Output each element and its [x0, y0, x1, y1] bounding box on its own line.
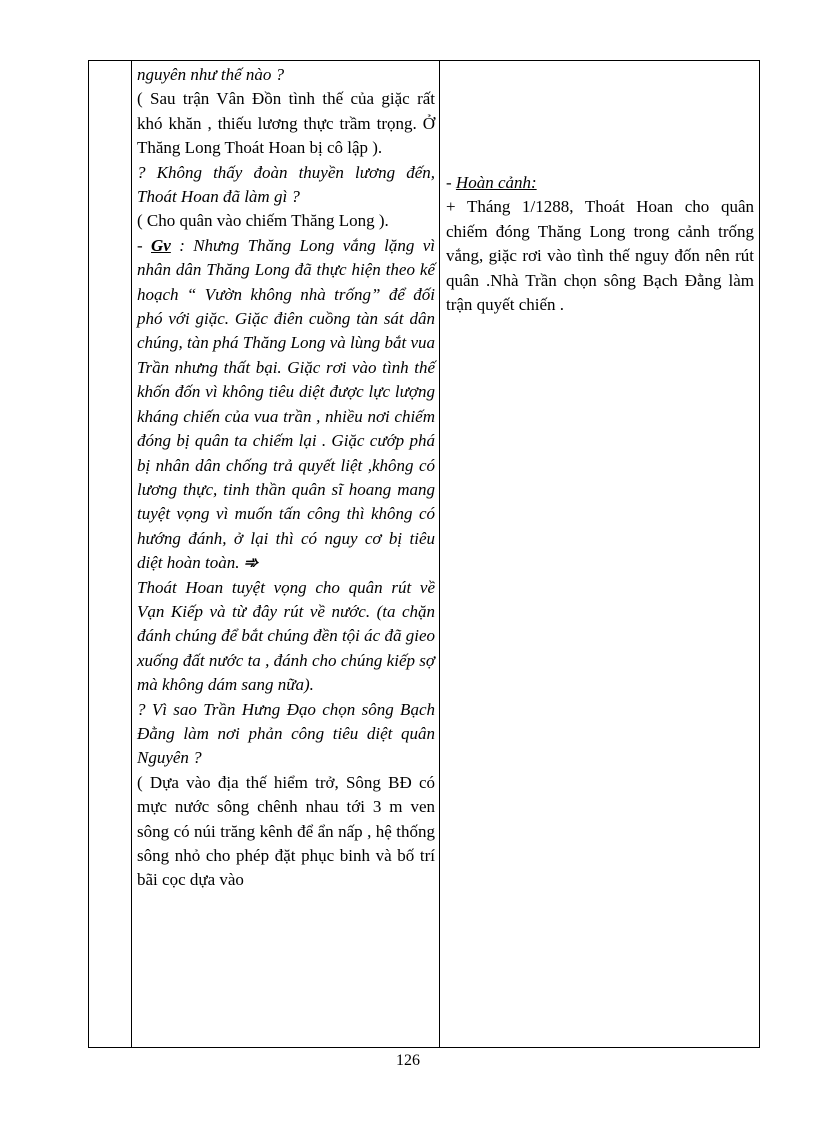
column-divider-2 — [439, 61, 440, 1047]
context-text: + Tháng 1/1288, Thoát Hoan cho quân chiếm đóng Thăng Long trong cảnh trống vắng, giặc rơi vào tình thế nguy đốn nên rút quân .Nhà Trần chọn sông Bạch Đằng làm trận quyết chiến . — [446, 197, 754, 315]
answer-3: ( Dựa vào địa thế hiểm trở, Sông BĐ có mực nước sông chênh nhau tới 3 m ven sông có núi trăng kênh để ẩn nấp , hệ thống sông nhỏ cho phép đặt phục binh và bố trí bãi cọc dựa vào — [137, 772, 435, 890]
context-heading-label: Hoàn cảnh: — [455, 173, 537, 192]
teacher-note — [137, 234, 435, 698]
page-number: 126 — [396, 1052, 420, 1069]
column-divider-1 — [131, 61, 132, 1047]
arrow-icon: ➾ — [243, 553, 258, 573]
teacher-label: Gv — [151, 235, 171, 255]
question-2: ? Không thấy đoàn thuyền lương đến, Thoát Hoan đã làm gì ? — [137, 162, 435, 207]
answer-2: ( Cho quân vào chiếm Thăng Long ). — [137, 211, 389, 231]
teacher-note-text: : Nhưng Thăng Long vắng lặng vì nhân dân Thăng Long đã thực hiện theo kế hoạch “ Vườn không nhà trống” để đối phó với giặc. Giặc điên cuồng tàn sát dân chúng, tàn phá Thăng Long và lùng bắt vua Trần nhưng thất bại. Giặc rơi vào tình thế khốn đốn vì không tiêu diệt được lực lượng kháng chiến của vua trần , nhiều nơi chiếm đóng bị quân ta chiếm lại . Giặc cướp phá bị nhân dân chống trả quyết liệt ,không có lương thực, tinh thần quân sĩ hoang mang tuyệt vọng vì muốn tấn công thì không có hướng đánh, ở lại thì có nguy cơ bị tiêu diệt hoàn toàn. — [137, 235, 435, 573]
teacher-note-dash: - — [137, 235, 152, 255]
answer-1: ( Sau trận Vân Đồn tình thế của giặc rất khó khăn , thiếu lương thực trầm trọng. Ở Thăng Long Thoát Hoan bị cô lập ). — [137, 89, 435, 158]
context-heading — [446, 171, 754, 195]
teacher-note-text-2: Thoát Hoan tuyệt vọng cho quân rút về Vạn Kiếp và từ đây rút về nước. (ta chặn đánh chúng để bắt chúng đền tội ác đã gieo xuống đất nước ta , đánh cho chúng kiếp sợ mà không dám sang nữa). — [137, 577, 435, 695]
knowledge-column — [446, 171, 754, 317]
question-tail: nguyên như thế nào ? — [137, 65, 285, 84]
lesson-table — [88, 60, 760, 1048]
question-3: ? Vì sao Trần Hưng Đạo chọn sông Bạch Đằng làm nơi phản công tiêu diệt quân Nguyên ? — [137, 699, 435, 768]
context-heading-dash: - — [446, 173, 456, 192]
teacher-student-activity-column — [137, 63, 435, 893]
